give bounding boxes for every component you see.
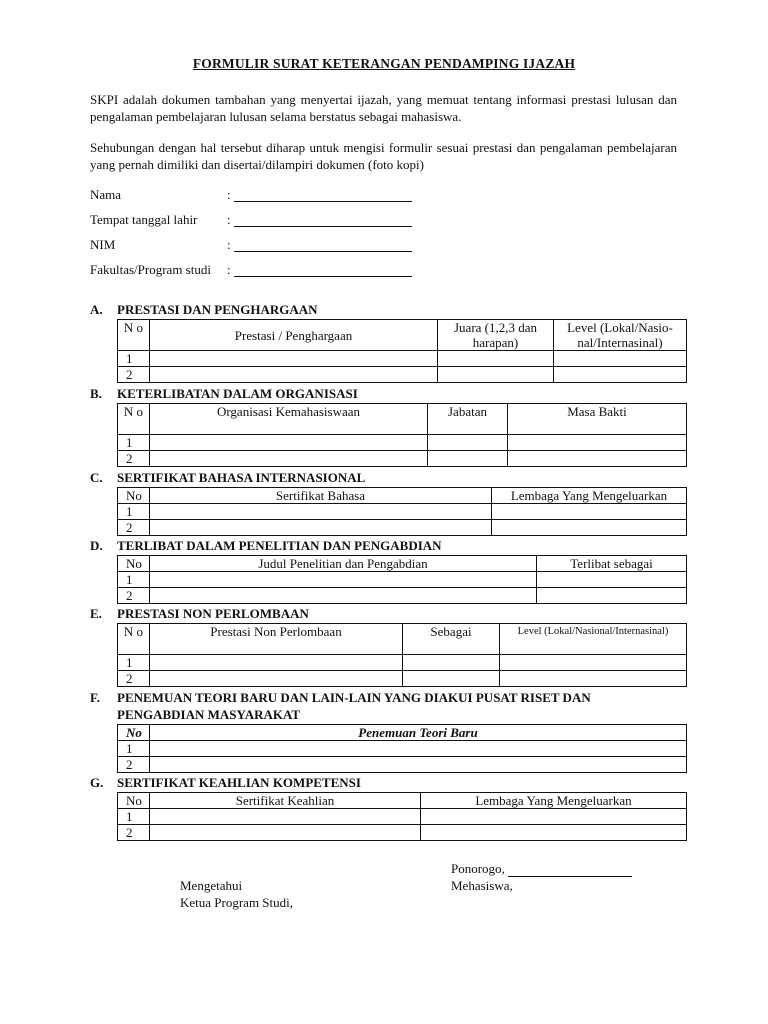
table-header-row (118, 404, 687, 435)
signature-right (451, 860, 651, 894)
table-row (118, 588, 687, 604)
section-title: TERLIBAT DALAM PENELITIAN DAN PENGABDIAN (117, 538, 442, 553)
input-cell[interactable] (150, 367, 438, 383)
header-prestasi-non-perlombaan: Prestasi Non Perlombaan (150, 624, 403, 655)
head-of-program-label: Ketua Program Studi, (180, 895, 294, 910)
header-no: No (118, 488, 150, 504)
header-penemuan-teori-baru: Penemuan Teori Baru (150, 725, 687, 741)
row-number: 2 (118, 757, 150, 773)
input-cell[interactable] (150, 588, 537, 604)
table-sertifikat-keahlian (117, 792, 687, 841)
section-f-heading (90, 690, 690, 724)
input-cell[interactable] (554, 351, 687, 367)
section-letter: E. (90, 606, 102, 621)
header-masa-bakti: Masa Bakti (508, 404, 687, 435)
input-cell[interactable] (428, 435, 508, 451)
field-blank-line[interactable] (234, 226, 412, 227)
table-row (118, 671, 687, 687)
table-prestasi-penghargaan (117, 319, 687, 383)
input-cell[interactable] (508, 451, 687, 467)
row-number: 2 (118, 367, 150, 383)
table-row (118, 809, 687, 825)
field-nama[interactable] (90, 187, 420, 205)
input-cell[interactable] (492, 504, 687, 520)
input-cell[interactable] (428, 451, 508, 467)
section-title: SERTIFIKAT KEAHLIAN KOMPETENSI (117, 775, 361, 790)
header-no: N o (118, 320, 150, 351)
field-colon: : (227, 262, 231, 277)
header-no: N o (118, 404, 150, 435)
input-cell[interactable] (438, 367, 554, 383)
table-header-row (118, 320, 687, 351)
table-row (118, 825, 687, 841)
row-number: 1 (118, 504, 150, 520)
header-judul: Judul Penelitian dan Pengabdian (150, 556, 537, 572)
table-row (118, 435, 687, 451)
row-number: 2 (118, 671, 150, 687)
row-number: 1 (118, 809, 150, 825)
acknowledged-label: Mengetahui (180, 878, 243, 893)
table-sertifikat-bahasa (117, 487, 687, 536)
section-letter: B. (90, 386, 102, 401)
field-label: Nama (90, 187, 122, 202)
input-cell[interactable] (421, 825, 687, 841)
input-cell[interactable] (150, 435, 428, 451)
header-level: Level (Lokal/Nasio-nal/Internasinal) (554, 320, 687, 351)
input-cell[interactable] (537, 572, 687, 588)
field-colon: : (227, 212, 231, 227)
input-cell[interactable] (150, 451, 428, 467)
field-tempat-tanggal-lahir[interactable] (90, 212, 420, 230)
input-cell[interactable] (150, 757, 687, 773)
row-number: 1 (118, 351, 150, 367)
table-penemuan-teori-baru (117, 724, 687, 773)
header-level: Level (Lokal/Nasional/Internasinal) (500, 624, 687, 655)
input-cell[interactable] (554, 367, 687, 383)
intro-paragraph-1: SKPI adalah dokumen tambahan yang menyertai ijazah, yang memuat tentang informasi prestasi lulusan dan pengalaman pembelajaran lulusan selama berstatus sebagai mahasiswa. (90, 92, 677, 124)
section-title: PRESTASI DAN PENGHARGAAN (117, 302, 318, 317)
field-blank-line[interactable] (234, 251, 412, 252)
field-label: NIM (90, 237, 116, 252)
table-row (118, 757, 687, 773)
table-row (118, 351, 687, 367)
table-row (118, 367, 687, 383)
field-nim[interactable] (90, 237, 420, 255)
row-number: 2 (118, 825, 150, 841)
input-cell[interactable] (438, 351, 554, 367)
place-label: Ponorogo, (451, 861, 505, 876)
field-colon: : (227, 237, 231, 252)
signature-left (180, 877, 380, 911)
header-sertifikat-bahasa: Sertifikat Bahasa (150, 488, 492, 504)
table-row (118, 520, 687, 536)
input-cell[interactable] (150, 572, 537, 588)
table-header-row (118, 624, 687, 655)
intro-paragraph-2: Sehubungan dengan hal tersebut diharap untuk mengisi formulir sesuai prestasi dan pengalaman pembelajaran yang pernah dimiliki dan disertai/dilampiri dokumen (foto kopi) (90, 140, 677, 172)
table-header-row (118, 725, 687, 741)
place-date-line (451, 860, 651, 877)
row-number: 2 (118, 520, 150, 536)
row-number: 2 (118, 451, 150, 467)
form-title: FORMULIR SURAT KETERANGAN PENDAMPING IJAZAH (192, 56, 576, 71)
input-cell[interactable] (150, 741, 687, 757)
date-blank-line[interactable] (508, 864, 632, 877)
table-header-row (118, 556, 687, 572)
header-prestasi: Prestasi / Penghargaan (150, 320, 438, 351)
input-cell[interactable] (403, 655, 500, 671)
field-blank-line[interactable] (234, 276, 412, 277)
table-header-row (118, 793, 687, 809)
field-colon: : (227, 187, 231, 202)
header-lembaga: Lembaga Yang Mengeluarkan (421, 793, 687, 809)
header-terlibat-sebagai: Terlibat sebagai (537, 556, 687, 572)
header-no: No (118, 725, 150, 741)
input-cell[interactable] (537, 588, 687, 604)
header-no: No (118, 793, 150, 809)
section-title: PRESTASI NON PERLOMBAAN (117, 606, 309, 621)
section-title-line-1: PENEMUAN TEORI BARU DAN LAIN-LAIN YANG DIAKUI PUSAT RISET DAN (117, 690, 591, 705)
table-header-row (118, 488, 687, 504)
table-row (118, 655, 687, 671)
row-number: 1 (118, 741, 150, 757)
input-cell[interactable] (421, 809, 687, 825)
section-letter: A. (90, 302, 103, 317)
input-cell[interactable] (150, 671, 403, 687)
section-title: SERTIFIKAT BAHASA INTERNASIONAL (117, 470, 366, 485)
field-blank-line[interactable] (234, 201, 412, 202)
table-row (118, 504, 687, 520)
header-no: N o (118, 624, 150, 655)
input-cell[interactable] (150, 520, 492, 536)
header-no: No (118, 556, 150, 572)
header-lembaga: Lembaga Yang Mengeluarkan (492, 488, 687, 504)
section-letter: G. (90, 775, 104, 790)
input-cell[interactable] (403, 671, 500, 687)
input-cell[interactable] (492, 520, 687, 536)
section-letter: D. (90, 538, 103, 553)
header-sebagai: Sebagai (403, 624, 500, 655)
table-penelitian-pengabdian (117, 555, 687, 604)
section-letter: F. (90, 690, 100, 705)
header-jabatan: Jabatan (428, 404, 508, 435)
section-title: KETERLIBATAN DALAM ORGANISASI (117, 386, 358, 401)
input-cell[interactable] (150, 351, 438, 367)
row-number: 1 (118, 435, 150, 451)
header-organisasi: Organisasi Kemahasiswaan (150, 404, 428, 435)
section-letter: C. (90, 470, 103, 485)
input-cell[interactable] (500, 655, 687, 671)
table-organisasi (117, 403, 687, 467)
input-cell[interactable] (150, 655, 403, 671)
table-row (118, 741, 687, 757)
header-juara: Juara (1,2,3 dan harapan) (438, 320, 554, 351)
table-prestasi-non-perlombaan (117, 623, 687, 687)
student-role: Mehasiswa, (451, 878, 513, 893)
input-cell[interactable] (500, 671, 687, 687)
table-row (118, 572, 687, 588)
row-number: 2 (118, 588, 150, 604)
input-cell[interactable] (508, 435, 687, 451)
section-title-line-2: PENGABDIAN MASYARAKAT (117, 707, 301, 722)
field-label: Fakultas/Program studi (90, 262, 211, 277)
row-number: 1 (118, 655, 150, 671)
input-cell[interactable] (150, 809, 421, 825)
input-cell[interactable] (150, 825, 421, 841)
header-sertifikat-keahlian: Sertifikat Keahlian (150, 793, 421, 809)
field-label: Tempat tanggal lahir (90, 212, 198, 227)
field-fakultas-program-studi[interactable] (90, 262, 420, 280)
row-number: 1 (118, 572, 150, 588)
input-cell[interactable] (150, 504, 492, 520)
table-row (118, 451, 687, 467)
